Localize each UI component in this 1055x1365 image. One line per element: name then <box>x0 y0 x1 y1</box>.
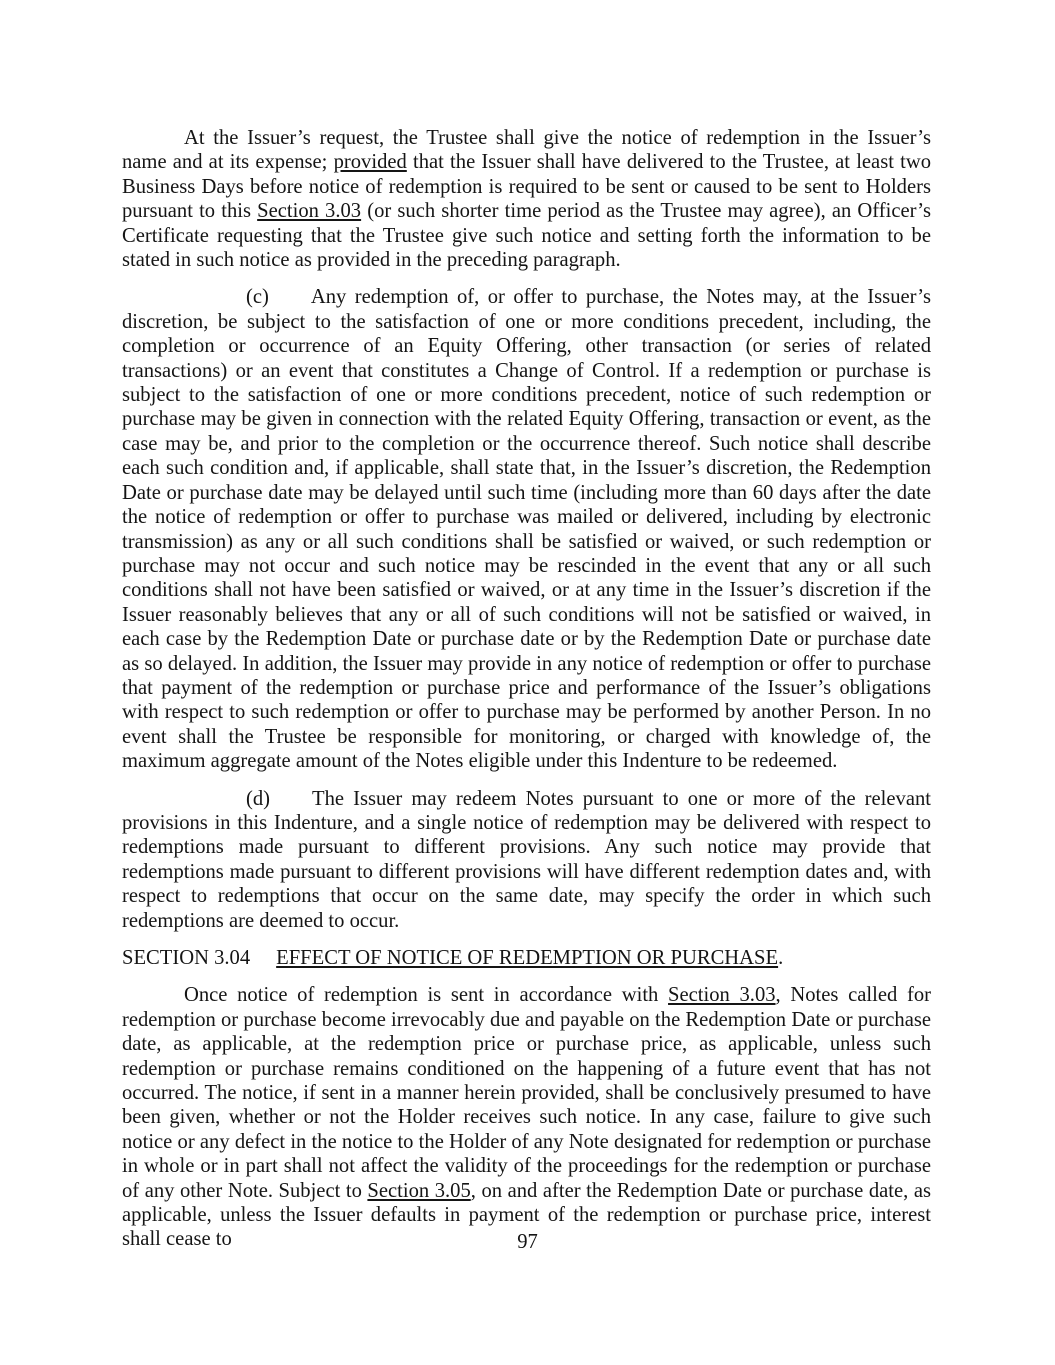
section-heading <box>122 946 931 970</box>
text-run: Any redemption of, or offer to purchase, the Notes may, at the Issuer’s discretion, be subject to the satisfaction of one or more conditions precedent, including, the completion or occurrence of an Equity Offering, other transaction (or series of related transactions) or an event that constitutes a Change of Control. If a redemption or purchase is subject to the satisfaction of one or more conditions precedent, notice of such redemption or purchase may be given in connection with the related Equity Offering, transaction or event, as the case may be, and prior to the completion or the occurrence thereof. Such notice shall describe each such condition and, if applicable, shall state that, in the Issuer’s discretion, the Redemption Date or purchase date may be delayed until such time (including more than 60 days after the date the notice of redemption or offer to purchase was mailed or delivered, including by electronic transmission) as any or all such conditions shall be satisfied or waived, or such redemption or purchase may not occur and such notice may be rescinded in the event that any or all such conditions shall not have been satisfied or waived, or at any time in the Issuer’s discretion if the Issuer reasonably believes that any or all of such conditions will not be satisfied or waived, in each case by the Redemption Date or purchase date or by the Redemption Date or purchase date as so delayed. In addition, the Issuer may provide in any notice of redemption or offer to purchase that payment of the redemption or purchase price and performance of the Issuer’s obligations with respect to such redemption or offer to purchase may be performed by another Person. In no event shall the Trustee be responsible for monitoring, or charged with knowledge of, the maximum aggregate amount of the Notes eligible under this Indenture to be redeemed. <box>122 286 931 773</box>
page-number: 97 <box>517 1231 538 1253</box>
paragraph-effect-of-notice <box>122 983 931 1251</box>
paragraph-item-c <box>122 285 931 773</box>
underlined-text: provided <box>333 151 407 174</box>
text-run: (d) <box>246 787 271 810</box>
text-run: , on and after the Redemption Date or purchase date, as applicable, unless the Issuer defaults in payment of the redemption or purchase price, interest shall cease to <box>122 1179 931 1251</box>
text-run: , Notes called for redemption or purchase become irrevocably due and payable on the Redemption Date or purchase date, as applicable, at the redemption price or purchase price, as applicable, unless such redemption or purchase remains conditioned on the happening of a future event that has not occurred. The notice, if sent in a manner herein provided, shall be conclusively presumed to have been given, whether or not the Holder receives such notice. In any case, failure to give such notice or any defect in the notice to the Holder of any Note designated for redemption or purchase in whole or in part shall not affect the validity of the proceedings for the redemption or purchase of any other Note. Subject to <box>122 984 931 1202</box>
underlined-text: EFFECT OF NOTICE OF REDEMPTION OR PURCHASE <box>276 947 779 969</box>
underlined-text: Section 3.03 <box>668 984 776 1007</box>
text-run: (c) <box>246 286 269 309</box>
text-run: The Issuer may redeem Notes pursuant to one or more of the relevant provisions in this Indenture, and a single notice of redemption may be delivered with respect to redemptions made pursuant to different provisions. Any such notice may provide that redemptions made pursuant to different provisions will have different redemption dates and, with respect to redemptions that occur on the same date, may specify the order in which such redemptions are deemed to occur. <box>122 787 931 932</box>
text-run: (or such shorter time period as the Trustee may agree), an Officer’s Certificate requesting that the Trustee give such notice and setting forth the information to be stated in such notice as provided in the preceding paragraph. <box>122 200 932 272</box>
text-run: Once notice of redemption is sent in accordance with <box>184 984 669 1007</box>
text-run: SECTION 3.04 <box>122 947 251 969</box>
paragraph-trustee-notice <box>122 126 931 272</box>
underlined-text: Section 3.03 <box>257 200 362 223</box>
underlined-text: Section 3.05 <box>367 1179 471 1202</box>
paragraph-item-d <box>122 787 931 933</box>
text-run: . <box>778 947 784 969</box>
text-run: that the Issuer shall have delivered to the Trustee, at least two Business Days before notice of redemption is required to be sent or caused to be sent to Holders pursuant to this <box>122 151 932 223</box>
document-body <box>122 126 931 1265</box>
text-run: At the Issuer’s request, the Trustee shall give the notice of redemption in the Issuer’s name and at its expense; <box>122 127 931 174</box>
